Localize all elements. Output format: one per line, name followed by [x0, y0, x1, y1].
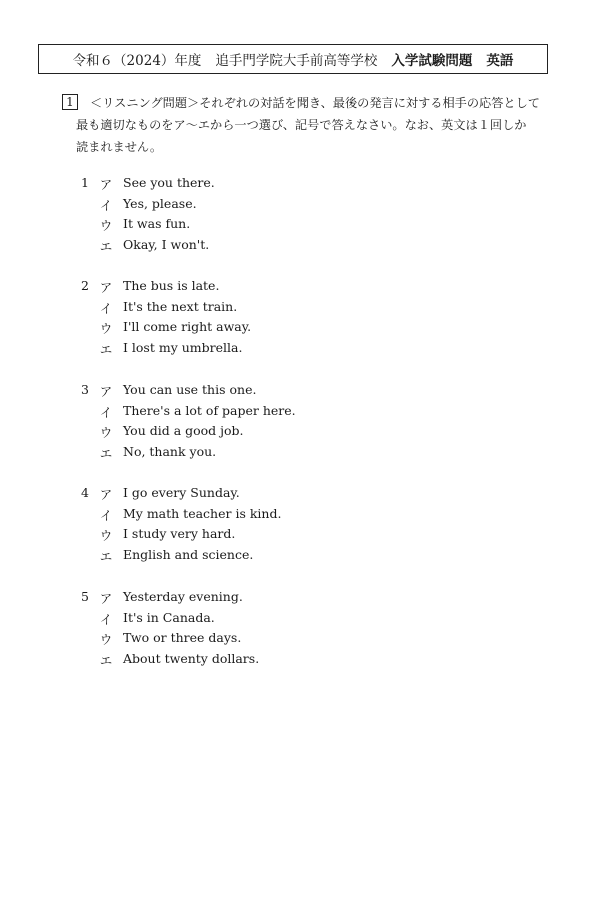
choice-mark: ア	[99, 487, 113, 502]
choice-text: It's in Canada.	[123, 609, 215, 625]
header-exam: 入学試験問題	[391, 53, 473, 69]
choice-mark: ウ	[99, 218, 113, 233]
instruction-line-1: ＜リスニング問題＞それぞれの対話を聞き、最後の発言に対する相手の応答として	[90, 96, 540, 110]
choice-mark: エ	[99, 341, 113, 357]
choice-text: I lost my umbrella.	[123, 339, 243, 355]
choice-text: Two or three days.	[123, 630, 242, 645]
header-era: 令和６（2024）年度	[72, 53, 202, 69]
choice-mark: イ	[99, 300, 113, 316]
choice-text: You did a good job.	[123, 423, 244, 438]
choice-mark: エ	[99, 445, 113, 461]
choice-text: It was fun.	[123, 216, 191, 231]
choice-text: English and science.	[123, 546, 254, 562]
choice-text: The bus is late.	[123, 278, 220, 293]
choice-mark: イ	[99, 197, 113, 213]
choice-mark: エ	[99, 548, 113, 564]
section-instruction	[76, 92, 552, 158]
choice-text: I'll come right away.	[123, 319, 252, 334]
choice-text: My math teacher is kind.	[123, 505, 282, 521]
choice-mark: ウ	[99, 321, 113, 336]
choice-mark: ウ	[99, 528, 113, 543]
choice-text: See you there.	[123, 175, 215, 190]
choice-text: I go every Sunday.	[123, 485, 240, 500]
choice-mark: ウ	[99, 425, 113, 440]
choice-mark: ア	[99, 280, 113, 295]
question-number: 4	[81, 485, 89, 500]
choice-mark: エ	[99, 238, 113, 254]
choice-text: Okay, I won't.	[123, 236, 210, 252]
choice-mark: ウ	[99, 632, 113, 647]
choice-text: Yes, please.	[123, 195, 197, 211]
question-number: 3	[81, 382, 89, 397]
choice-mark: イ	[99, 507, 113, 523]
choice-text: No, thank you.	[123, 443, 217, 459]
choice-text: You can use this one.	[123, 382, 257, 397]
choice-mark: エ	[99, 652, 113, 668]
choice-mark: ア	[99, 177, 113, 192]
choice-mark: ア	[99, 591, 113, 606]
question-number: 2	[81, 278, 89, 293]
choice-mark: ア	[99, 384, 113, 399]
question-number: 1	[81, 175, 89, 190]
choice-text: About twenty dollars.	[123, 650, 260, 666]
choice-text: There's a lot of paper here.	[123, 402, 296, 418]
instruction-line-2: 最も適切なものをア～エから一つ選び、記号で答えなさい。なお、英文は１回しか	[76, 118, 527, 132]
choice-text: Yesterday evening.	[123, 589, 243, 604]
instruction-line-3: 読まれません。	[76, 140, 163, 154]
section-number-box: 1	[62, 94, 78, 110]
header-subject: 英語	[486, 53, 514, 69]
choice-mark: イ	[99, 404, 113, 420]
exam-header	[38, 44, 548, 74]
header-school: 追手門学院大手前高等学校	[215, 53, 378, 69]
choice-mark: イ	[99, 611, 113, 627]
choice-text: It's the next train.	[123, 298, 238, 314]
choice-text: I study very hard.	[123, 526, 236, 541]
question-number: 5	[81, 589, 89, 604]
